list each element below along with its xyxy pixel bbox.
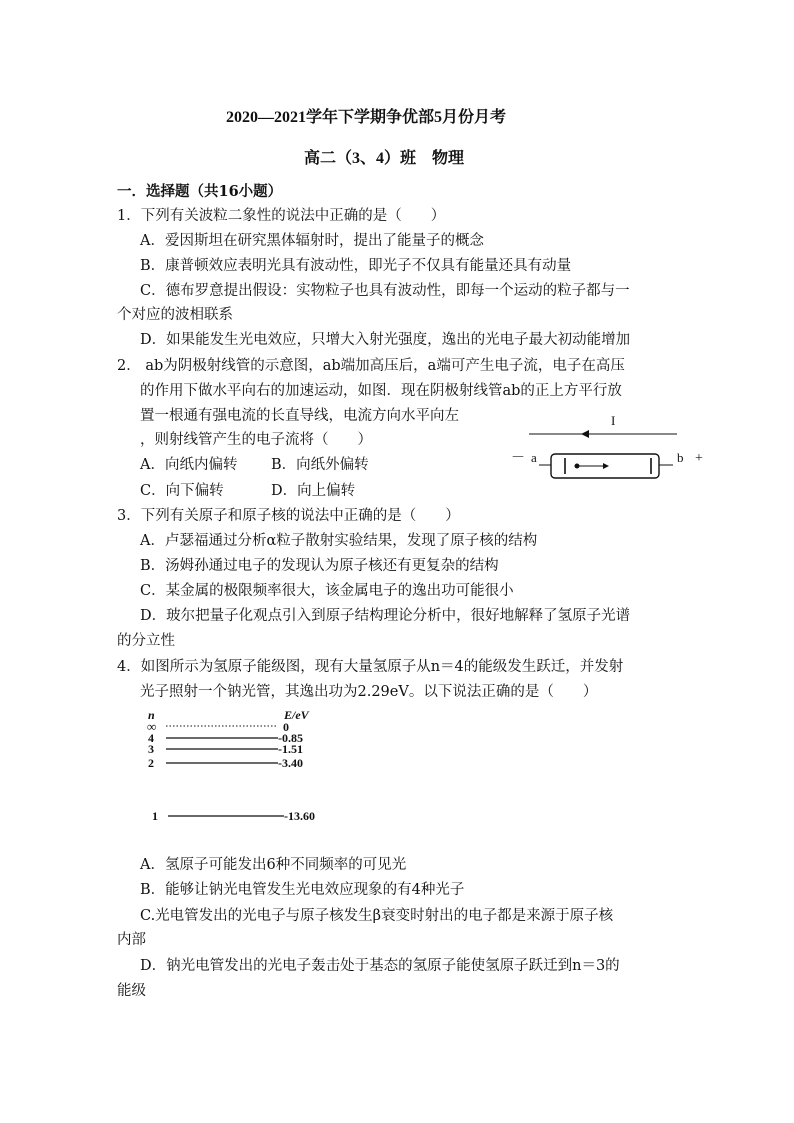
q3-stem: 3．下列有关原子和原子核的说法中正确的是（ ）: [117, 508, 460, 524]
q1-option-b: B．康普顿效应表明光具有波动性，即光子不仅具有能量还具有动量: [140, 258, 572, 274]
q4-option-a: A．氢原子可能发出6种不同频率的可见光: [140, 857, 407, 873]
level-e-inf: 0: [283, 720, 289, 734]
q1-option-a: A．爱因斯坦在研究黑体辐射时，提出了能量子的概念: [140, 233, 484, 249]
end-a-label: a: [531, 450, 537, 465]
q4-stem-line1: 4．如图所示为氢原子能级图，现有大量氢原子从n＝4的能级发生跃迁，并发射: [117, 659, 624, 675]
q1-option-d: D．如果能发生光电效应，只增大入射光强度，逸出的光电子最大初动能增加: [140, 332, 631, 348]
q3-option-a: A．卢瑟福通过分析α粒子散射实验结果，发现了原子核的结构: [140, 533, 538, 549]
q4-option-c: C.光电管发出的光电子与原子核发生β衰变时射出的电子都是来源于原子核: [140, 908, 614, 924]
current-arrow-icon: [581, 430, 589, 438]
q2-option-b: B．向纸外偏转: [271, 457, 369, 473]
energy-axis-label: E/eV: [284, 708, 309, 722]
level-n-3: 3: [148, 742, 154, 756]
level-n-inf: ∞: [147, 719, 157, 734]
q4-option-d: D．钠光电管发出的光电子轰击处于基态的氢原子能使氢原子跃迁到n＝3的: [140, 958, 620, 974]
q2-stem-line2: 的作用下做水平向右的加速运动，如图．现在阴极射线管ab的正上方平行放: [140, 383, 622, 399]
exam-title: 2020—2021学年下学期争优部5月份月考: [226, 109, 507, 126]
q1-stem: 1．下列有关波粒二象性的说法中正确的是（ ）: [117, 208, 446, 224]
level-e-1: -13.60: [284, 809, 315, 823]
cathode-ray-tube-diagram: [505, 408, 720, 488]
level-n-1: 1: [152, 809, 158, 823]
level-e-2: -3.40: [278, 756, 303, 770]
q2-stem-line4: ，则射线管产生的电子流将（ ）: [140, 432, 372, 448]
q2-option-d: D．向上偏转: [271, 483, 356, 499]
q2-stem-line3: 置一根通有强电流的长直导线，电流方向水平向左: [140, 408, 459, 424]
end-b-label: b: [677, 450, 684, 465]
q3-option-d-cont: 的分立性: [117, 633, 175, 649]
energy-level-diagram: [140, 706, 340, 832]
n-axis-label: n: [148, 708, 155, 722]
q3-option-d: D．玻尔把量子化观点引入到原子结构理论分析中，很好地解释了氢原子光谱: [140, 608, 631, 624]
electron-direction-arrow-icon: [603, 463, 609, 469]
q1-option-c: C．德布罗意提出假设：实物粒子也具有波动性，即每一个运动的粒子都与一: [140, 283, 630, 299]
q4-option-c-cont: 内部: [117, 932, 146, 948]
level-e-3: -1.51: [278, 742, 303, 756]
level-n-4: 4: [148, 731, 154, 745]
exam-subtitle: 高二（3、4）班 物理: [304, 150, 465, 167]
section-heading: 一．选择题（共16小题）: [117, 183, 283, 200]
q4-stem-line2: 光子照射一个钠光管，其逸出功为2.29eV。以下说法正确的是（ ）: [140, 684, 598, 700]
q4-option-d-cont: 能级: [117, 983, 146, 999]
level-e-4: -0.85: [278, 731, 303, 745]
q3-option-b: B．汤姆孙通过电子的发现认为原子核还有更复杂的结构: [140, 558, 499, 574]
q1-option-c-cont: 个对应的波相联系: [117, 307, 233, 323]
q3-option-c: C．某金属的极限频率很大，该金属电子的逸出功可能很小: [140, 583, 514, 599]
current-label: I: [611, 413, 616, 428]
q4-option-b: B．能够让钠光电管发生光电效应现象的有4种光子: [140, 882, 465, 898]
q2-stem-line1: 2． ab为阴极射线管的示意图，ab端加高压后，a端可产生电子流，电子在高压: [117, 358, 625, 374]
q2-option-a: A．向纸内偏转: [140, 457, 238, 473]
minus-sign: －: [511, 451, 525, 466]
electron-dot: [575, 464, 580, 469]
level-n-2: 2: [148, 756, 154, 770]
q2-option-c: C．向下偏转: [140, 483, 224, 499]
plus-sign: +: [695, 451, 703, 466]
